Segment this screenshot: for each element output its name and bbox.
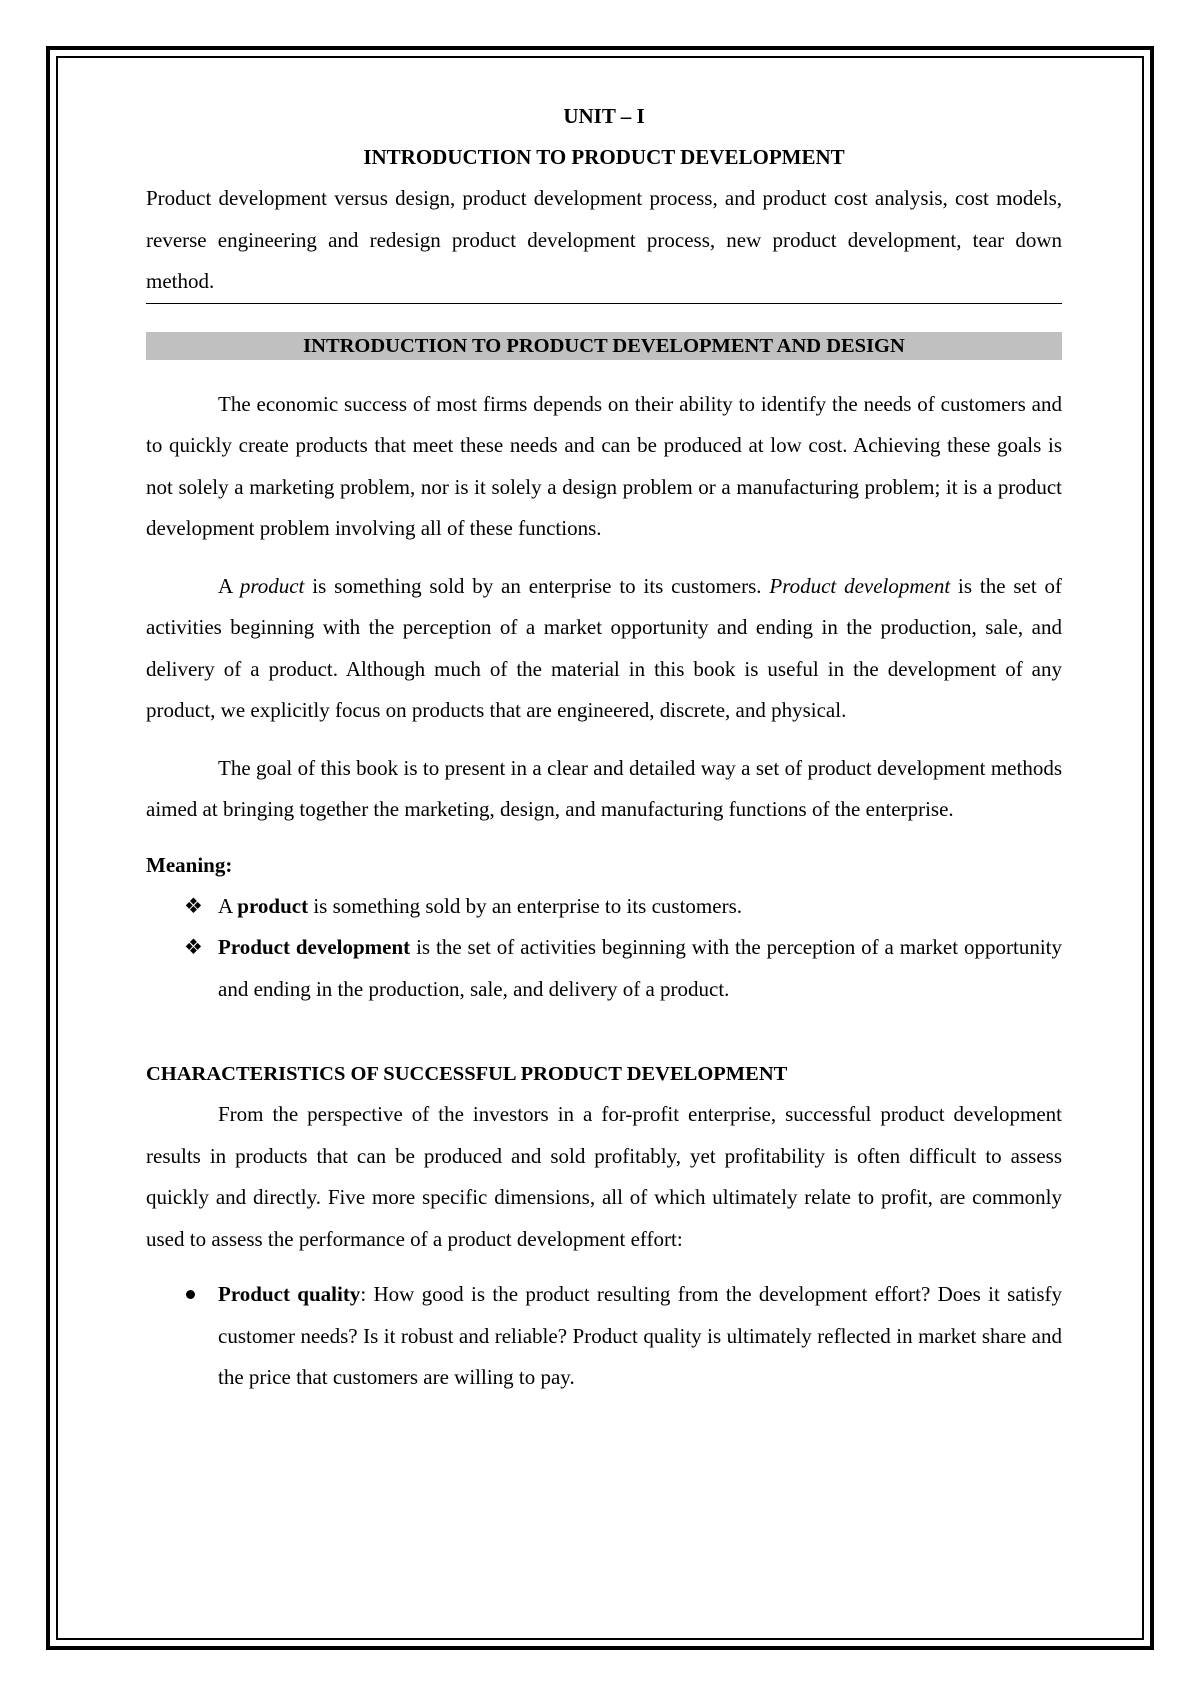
text-run: is the set of activities beginning with the perception of a market opportunity and ending in the production, sale, and delivery of a product. bbox=[218, 935, 1062, 1001]
term-product-development: Product development bbox=[218, 935, 411, 959]
intro-paragraph-2 bbox=[146, 566, 1062, 732]
text-run: is something sold by an enterprise to its customers. bbox=[308, 893, 743, 918]
characteristics-paragraph: From the perspective of the investors in a for-profit enterprise, successful product development results in products that can be produced and sold profitably, yet profitability is often difficult to assess quickly and directly. Five more specific dimensions, all of which ultimately relate to profit, are commonly used to assess the performance of a product development effort: bbox=[146, 1102, 1062, 1251]
list-item bbox=[146, 886, 1062, 928]
meaning-heading: Meaning: bbox=[146, 852, 233, 877]
term-product: product bbox=[237, 893, 309, 918]
unit-title: INTRODUCTION TO PRODUCT DEVELOPMENT bbox=[363, 145, 845, 169]
intro-paragraph-3: The goal of this book is to present in a clear and detailed way a set of product development methods aimed at bringing together the marketing, design, and manufacturing functions of the enterprise. bbox=[146, 755, 1062, 821]
text-run: is the set of activities beginning with the perception of a market opportunity and ending in the production, sale, and delivery of a product. Although much of the material in this book is useful in the development of any product, we explicitly focus on products that are engineered, discrete, and physical. bbox=[146, 573, 1062, 722]
term-product-quality: Product quality bbox=[218, 1282, 361, 1306]
text-run: is something sold by an enterprise to its customers. bbox=[304, 573, 770, 598]
list-item bbox=[146, 927, 1062, 1010]
list-item bbox=[146, 1274, 1062, 1399]
text-run: A bbox=[218, 573, 240, 598]
text-run: A bbox=[218, 893, 238, 918]
emphasis-product-development: Product development bbox=[769, 573, 951, 598]
round-bullet-icon bbox=[186, 1290, 195, 1299]
emphasis-product: product bbox=[239, 573, 305, 598]
diamond-bullet-icon: ❖ bbox=[184, 935, 203, 959]
intro-paragraph-1: The economic success of most firms depends on their ability to identify the needs of customers and to quickly create products that meet these needs and can be produced at low cost. Achieving these goals is not solely a marketing problem, nor is it solely a design problem or a manufacturing problem; it is a product development problem involving all of these functions. bbox=[146, 391, 1062, 540]
section-heading: CHARACTERISTICS OF SUCCESSFUL PRODUCT DEVELOPMENT bbox=[146, 1063, 788, 1085]
characteristics-list bbox=[146, 1274, 1062, 1399]
syllabus-summary: Product development versus design, product development process, and product cost analysis, cost models, reverse engineering and redesign product development process, new product development, tear down method. bbox=[146, 178, 1062, 304]
unit-label: UNIT – I bbox=[563, 104, 645, 128]
page-content bbox=[146, 96, 1062, 1399]
meaning-list bbox=[146, 886, 1062, 1011]
diamond-bullet-icon: ❖ bbox=[184, 893, 203, 918]
section-banner: INTRODUCTION TO PRODUCT DEVELOPMENT AND DESIGN bbox=[146, 332, 1062, 360]
text-run: : How good is the product resulting from the development effort? Does it satisfy customer needs? Is it robust and reliable? Product quality is ultimately reflected in market share and the price that customers are willing to pay. bbox=[218, 1282, 1062, 1389]
